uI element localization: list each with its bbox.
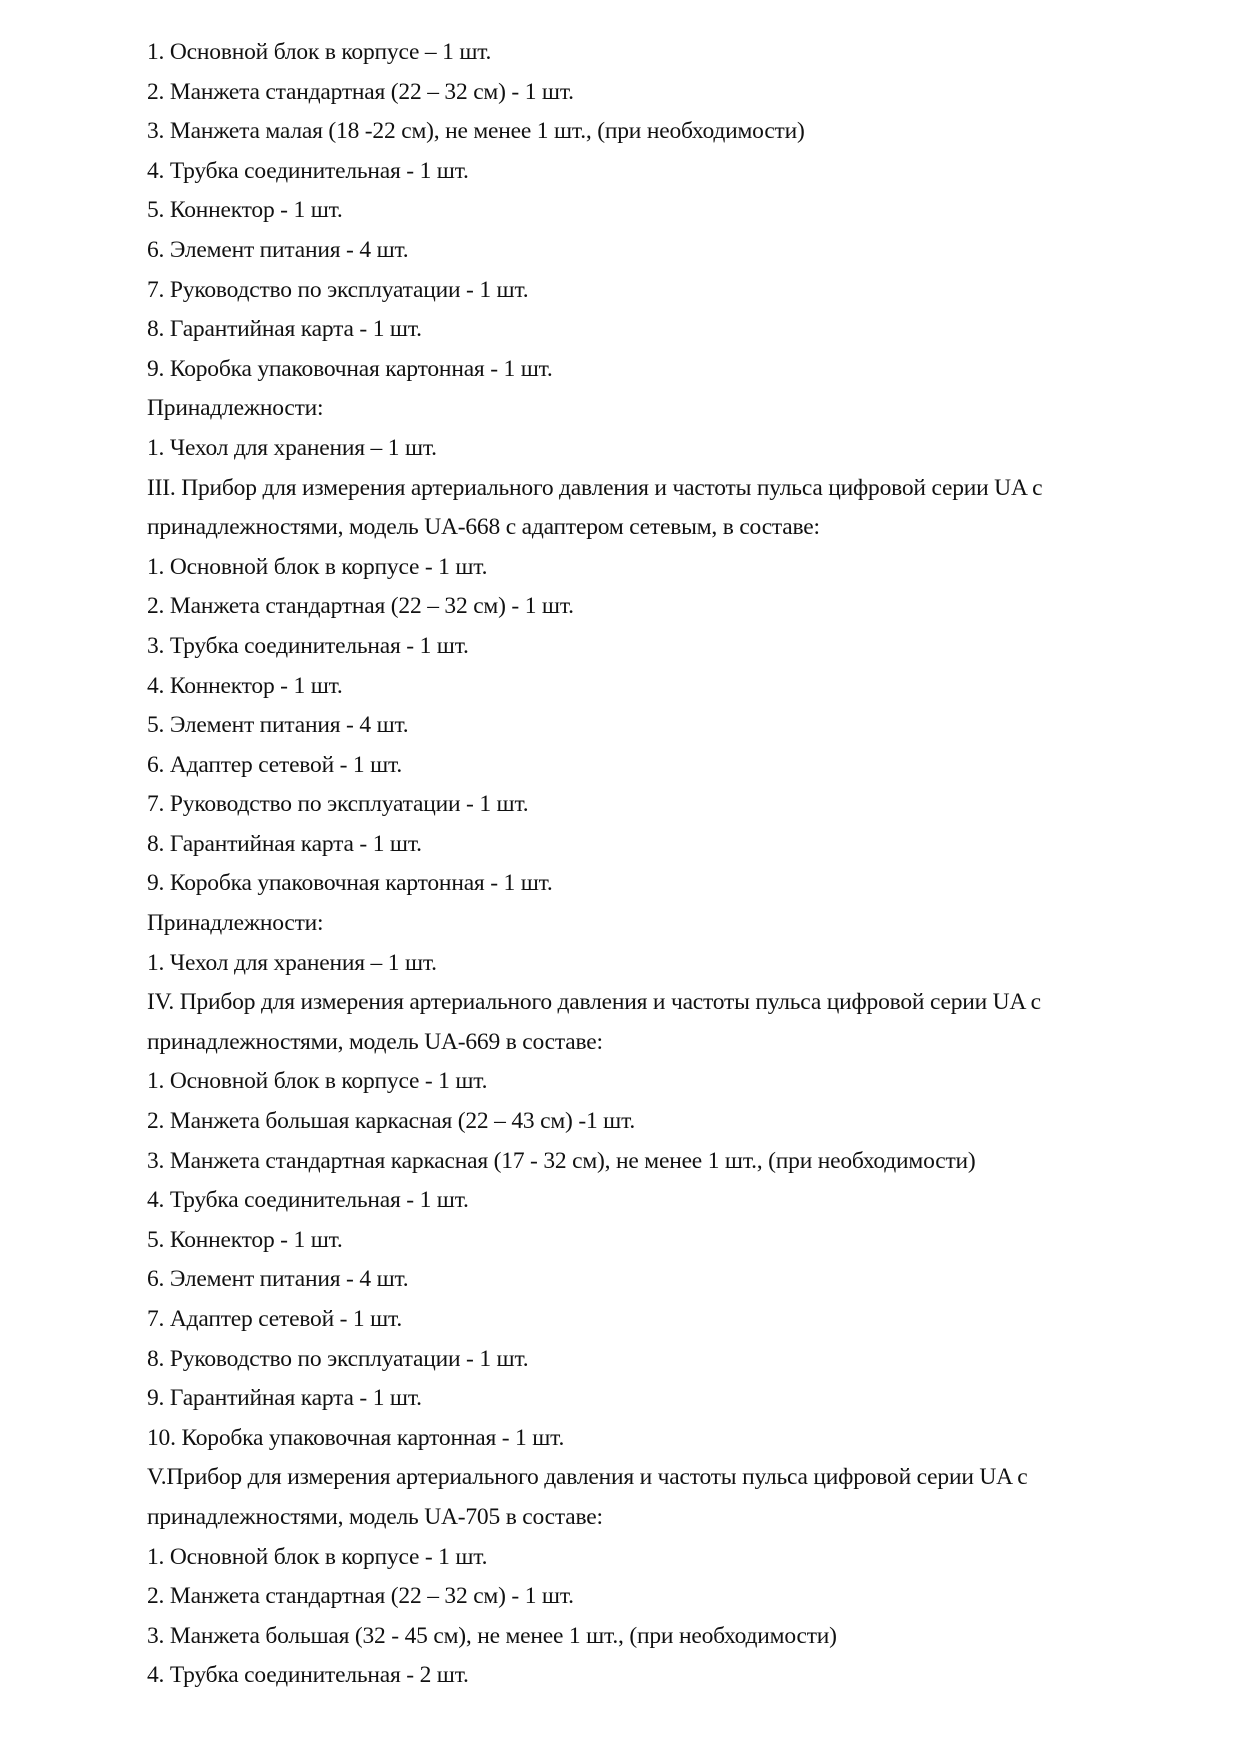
list-item: 5. Элемент питания - 4 шт. [147, 712, 409, 739]
list-item: 1. Основной блок в корпусе – 1 шт. [147, 39, 492, 65]
list-item: 5. Коннектор - 1 шт. [147, 197, 343, 224]
list-item: 3. Манжета стандартная каркасная (17 - 32 см), не менее 1 шт., (при необходимости) [147, 1147, 976, 1174]
section-heading-continuation: принадлежностями, модель UA-669 в составе: [147, 1028, 603, 1055]
list-item: 5. Коннектор - 1 шт. [147, 1226, 343, 1253]
list-item: 8. Гарантийная карта - 1 шт. [147, 316, 422, 343]
list-item: 2. Манжета стандартная (22 – 32 см) - 1 шт. [147, 593, 574, 620]
list-item: 9. Коробка упаковочная картонная - 1 шт. [147, 870, 553, 897]
list-item: 8. Гарантийная карта - 1 шт. [147, 830, 422, 857]
list-item: 1. Основной блок в корпусе - 1 шт. [147, 553, 488, 580]
list-item: 6. Адаптер сетевой - 1 шт. [147, 751, 403, 778]
list-item: 2. Манжета стандартная (22 – 32 см) - 1 шт. [147, 78, 574, 105]
list-item: 2. Манжета большая каркасная (22 – 43 см) -1 шт. [147, 1108, 636, 1135]
list-item: 1. Чехол для хранения – 1 шт. [147, 949, 437, 976]
list-item: 3. Трубка соединительная - 1 шт. [147, 632, 469, 659]
list-item: 4. Трубка соединительная - 1 шт. [147, 1187, 469, 1214]
list-item: 7. Руководство по эксплуатации - 1 шт. [147, 791, 529, 818]
list-item: 3. Манжета малая (18 -22 см), не менее 1 шт., (при необходимости) [147, 118, 805, 145]
list-item: 6. Элемент питания - 4 шт. [147, 236, 409, 263]
section-heading-continuation: принадлежностями, модель UA-705 в составе: [147, 1503, 603, 1530]
section-heading: IV. Прибор для измерения артериального давления и частоты пульса цифровой серии UA с [147, 989, 1041, 1016]
section-heading: III. Прибор для измерения артериального давления и частоты пульса цифровой серии UA с [147, 474, 1043, 501]
list-item: 7. Руководство по эксплуатации - 1 шт. [147, 276, 529, 303]
document-page [147, 38, 1147, 1701]
list-item: 4. Коннектор - 1 шт. [147, 672, 343, 699]
section-subheading: Принадлежности: [147, 910, 324, 937]
section-subheading: Принадлежности: [147, 395, 324, 422]
list-item: 9. Коробка упаковочная картонная - 1 шт. [147, 355, 553, 382]
list-item: 4. Трубка соединительная - 1 шт. [147, 157, 469, 184]
list-item: 8. Руководство по эксплуатации - 1 шт. [147, 1345, 529, 1372]
list-item: 1. Основной блок в корпусе - 1 шт. [147, 1543, 488, 1570]
list-item: 10. Коробка упаковочная картонная - 1 шт. [147, 1424, 565, 1451]
section-heading: V.Прибор для измерения артериального давления и частоты пульса цифровой серии UA с [147, 1464, 1028, 1491]
section-heading-continuation: принадлежностями, модель UA-668 с адаптером сетевым, в составе: [147, 514, 820, 541]
list-item: 7. Адаптер сетевой - 1 шт. [147, 1306, 403, 1332]
list-item: 1. Основной блок в корпусе - 1 шт. [147, 1068, 488, 1095]
list-item: 4. Трубка соединительная - 2 шт. [147, 1662, 469, 1689]
list-item: 9. Гарантийная карта - 1 шт. [147, 1385, 422, 1412]
list-item: 3. Манжета большая (32 - 45 см), не менее 1 шт., (при необходимости) [147, 1622, 837, 1649]
list-item: 6. Элемент питания - 4 шт. [147, 1266, 409, 1293]
list-item: 2. Манжета стандартная (22 – 32 см) - 1 шт. [147, 1583, 574, 1610]
list-item: 1. Чехол для хранения – 1 шт. [147, 434, 437, 461]
